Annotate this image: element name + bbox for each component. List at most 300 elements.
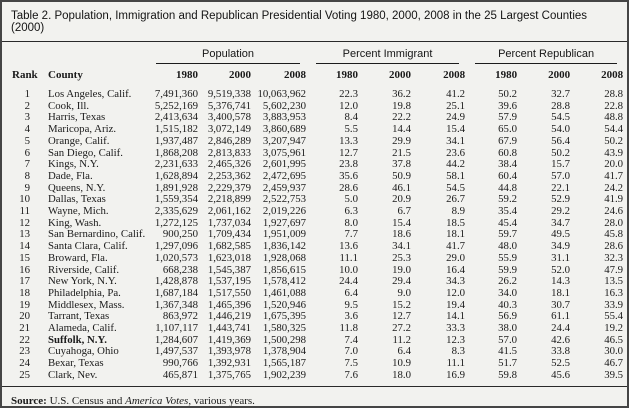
pct-republican-2008-cell: 19.2 (604, 322, 624, 335)
population-1980-cell: 1,107,117 (155, 322, 198, 335)
pct-republican-2008-header: 2008 (601, 69, 624, 81)
rank-cell: 10 (19, 193, 30, 206)
pct-republican-1980-cell: 41.5 (498, 345, 518, 358)
population-2000-cell: 2,253,362 (207, 169, 251, 182)
population-2000-header: 2000 (229, 69, 251, 81)
pct-republican-1980-cell: 55.9 (498, 251, 518, 264)
pct-republican-1980-cell: 39.6 (498, 99, 518, 112)
pct-immigrant-2008-cell: 34.3 (446, 275, 466, 288)
population-1980-cell: 900,250 (162, 228, 198, 241)
pct-immigrant-1980-cell: 35.6 (339, 169, 359, 182)
pct-immigrant-1980-cell: 23.8 (339, 158, 359, 171)
population-2008-cell: 1,675,395 (262, 310, 307, 323)
rank-cell: 18 (19, 286, 30, 299)
pct-immigrant-2008-cell: 14.1 (446, 310, 466, 323)
pct-immigrant-2000-cell: 34.1 (392, 240, 412, 253)
population-2008-cell: 2,472,695 (262, 169, 307, 182)
population-2000-cell: 2,846,289 (207, 134, 251, 147)
pct-republican-2008-cell: 28.8 (604, 88, 624, 100)
pct-republican-2008-cell: 54.4 (604, 123, 624, 136)
pct-immigrant-1980-cell: 7.7 (344, 228, 359, 241)
county-cell: Suffolk, N.Y. (48, 333, 108, 346)
pct-republican-2008-cell: 22.8 (604, 99, 624, 112)
pct-republican-2000-cell: 22.1 (551, 181, 571, 194)
population-2000-cell: 1,623,018 (207, 251, 251, 264)
rank-cell: 16 (19, 263, 30, 276)
population-2000-cell: 1,446,219 (207, 310, 251, 323)
pct-republican-1980-cell: 65.0 (498, 123, 518, 136)
county-cell: Broward, Fla. (48, 251, 108, 264)
pct-republican-1980-cell: 34.0 (498, 286, 518, 299)
pct-immigrant-2000-cell: 46.1 (392, 181, 412, 194)
pct-immigrant-2000-cell: 19.0 (392, 263, 412, 276)
pct-republican-2000-cell: 45.6 (551, 368, 571, 381)
rank-cell: 19 (19, 298, 30, 311)
pct-immigrant-2000-cell: 6.4 (397, 345, 412, 358)
pct-republican-2000-cell: 42.6 (551, 333, 571, 346)
county-cell: Tarrant, Texas (48, 310, 110, 323)
county-cell: Alameda, Calif. (48, 322, 117, 335)
pct-republican-2008-cell: 48.8 (604, 111, 624, 124)
rank-cell: 9 (24, 181, 30, 194)
population-2000-cell: 2,218,899 (207, 193, 251, 206)
pct-republican-1980-cell: 40.3 (498, 298, 518, 311)
pct-immigrant-1980-cell: 7.5 (344, 357, 359, 370)
population-2008-cell: 2,019,226 (262, 205, 307, 218)
county-cell: Maricopa, Ariz. (48, 123, 117, 136)
pct-immigrant-2000-cell: 9.0 (397, 286, 412, 299)
table-row (2, 136, 627, 148)
pct-republican-2000-cell: 33.8 (551, 345, 571, 358)
pct-immigrant-2000-cell: 14.4 (392, 123, 412, 136)
pct-republican-2000-cell: 56.4 (551, 134, 571, 147)
pct-republican-2008-cell: 30.0 (604, 345, 624, 358)
pct-immigrant-2000-cell: 21.5 (392, 146, 412, 159)
population-2008-cell: 5,602,230 (262, 99, 307, 112)
rank-cell: 8 (24, 169, 30, 182)
population-1980-cell: 1,868,208 (154, 146, 198, 159)
table-row (2, 206, 627, 218)
pct-republican-2008-cell: 16.3 (604, 286, 624, 299)
county-cell: San Diego, Calif. (48, 146, 123, 159)
pct-immigrant-2008-cell: 41.2 (446, 88, 466, 100)
county-cell: Los Angeles, Calif. (48, 88, 132, 100)
pct-immigrant-1980-cell: 8.0 (344, 216, 359, 229)
pct-immigrant-2008-cell: 25.1 (446, 99, 466, 112)
population-1980-cell: 465,871 (162, 368, 198, 381)
population-2008-cell: 2,459,937 (262, 181, 307, 194)
pct-immigrant-2000-cell: 27.2 (392, 322, 412, 335)
source-text-before: U.S. Census and (46, 394, 126, 407)
population-2000-cell: 2,813,833 (207, 146, 251, 159)
rank-cell: 25 (19, 368, 30, 381)
pct-immigrant-1980-cell: 7.4 (344, 333, 359, 346)
population-2008-cell: 3,883,953 (262, 111, 307, 124)
pct-immigrant-2000-cell: 19.8 (392, 99, 412, 112)
table-row (2, 89, 627, 101)
population-2008-cell: 3,860,689 (262, 123, 307, 136)
pct-republican-2008-cell: 50.2 (604, 134, 624, 147)
pct-immigrant-1980-cell: 22.3 (339, 88, 359, 100)
population-2008-cell: 1,927,697 (262, 216, 307, 229)
population-1980-header: 1980 (176, 69, 198, 81)
pct-republican-2008-cell: 13.5 (604, 275, 624, 288)
pct-immigrant-1980-cell: 11.8 (339, 322, 359, 335)
rank-column-header: Rank (12, 69, 38, 81)
pct-immigrant-2008-header: 2008 (443, 69, 466, 81)
population-2000-cell: 3,072,149 (207, 123, 251, 136)
pct-republican-2000-cell: 30.7 (551, 298, 571, 311)
population-2008-cell: 1,951,009 (262, 228, 307, 241)
table-row (2, 171, 627, 183)
pct-immigrant-1980-cell: 6.3 (344, 205, 359, 218)
pct-republican-2000-header: 2000 (548, 69, 571, 81)
pct-republican-1980-cell: 38.4 (498, 158, 518, 171)
population-1980-cell: 1,687,184 (154, 286, 198, 299)
pct-immigrant-2008-cell: 34.1 (446, 134, 466, 147)
table-title: Table 2. Population, Immigration and Republican Presidential Voting 1980, 2000, 2008 in the 25 Largest Counties (2000) (2, 2, 627, 42)
population-2008-cell: 1,565,187 (262, 357, 307, 370)
rank-cell: 20 (19, 310, 30, 323)
pct-immigrant-1980-cell: 13.3 (339, 134, 359, 147)
county-cell: Bexar, Texas (48, 357, 104, 370)
population-2000-cell: 1,419,369 (207, 333, 251, 346)
population-2000-cell: 1,517,550 (207, 286, 251, 299)
pct-republican-1980-cell: 26.2 (498, 275, 518, 288)
rank-cell: 6 (24, 146, 30, 159)
pct-immigrant-2000-cell: 50.9 (392, 169, 412, 182)
population-2000-cell: 5,376,741 (207, 99, 251, 112)
population-2000-cell: 1,393,978 (207, 345, 251, 358)
pct-republican-1980-cell: 38.0 (498, 322, 518, 335)
table-row (2, 323, 627, 335)
pct-republican-2008-cell: 24.6 (604, 205, 624, 218)
population-2000-cell: 3,400,578 (207, 111, 251, 124)
population-2008-cell: 1,928,068 (262, 251, 307, 264)
source-text-after: , various years. (188, 394, 255, 407)
pct-republican-2000-cell: 54.0 (551, 123, 571, 136)
pct-immigrant-2008-cell: 11.1 (446, 357, 466, 370)
pct-immigrant-2008-cell: 54.5 (446, 181, 466, 194)
pct-republican-2008-cell: 55.4 (604, 310, 624, 323)
county-cell: Kings, N.Y. (48, 158, 99, 171)
pct-republican-1980-cell: 60.4 (498, 169, 518, 182)
pct-republican-2008-cell: 32.3 (604, 251, 624, 264)
pct-immigrant-1980-cell: 10.0 (339, 263, 359, 276)
pct-immigrant-2008-cell: 15.4 (446, 123, 466, 136)
pct-republican-1980-cell: 56.9 (498, 310, 518, 323)
pct-immigrant-2000-cell: 37.8 (392, 158, 412, 171)
county-cell: Dallas, Texas (48, 193, 106, 206)
year-header-row (2, 64, 627, 83)
population-2008-cell: 2,601,995 (262, 158, 307, 171)
rank-cell: 23 (19, 345, 30, 358)
rank-cell: 4 (24, 123, 30, 136)
pct-republican-2008-cell: 43.9 (604, 146, 624, 159)
population-1980-cell: 1,891,928 (154, 181, 198, 194)
pct-republican-2000-cell: 61.1 (551, 310, 571, 323)
population-2000-cell: 1,443,741 (207, 322, 251, 335)
pct-immigrant-2000-cell: 12.7 (392, 310, 412, 323)
population-2008-cell: 1,378,904 (262, 345, 307, 358)
population-2008-cell: 10,063,962 (257, 88, 307, 100)
pct-immigrant-2008-cell: 29.0 (446, 251, 466, 264)
pct-immigrant-1980-header: 1980 (336, 69, 359, 81)
rank-cell: 3 (24, 111, 30, 124)
pct-republican-1980-cell: 59.2 (498, 193, 518, 206)
pct-immigrant-2000-cell: 18.6 (392, 228, 412, 241)
pct-republican-1980-cell: 45.4 (498, 216, 518, 229)
pct-immigrant-1980-cell: 8.4 (344, 111, 359, 124)
population-1980-cell: 1,428,878 (154, 275, 198, 288)
group-header-spacer (2, 42, 150, 64)
population-1980-cell: 5,252,169 (154, 99, 198, 112)
population-1980-cell: 1,284,607 (154, 333, 198, 346)
pct-immigrant-1980-cell: 12.0 (339, 99, 359, 112)
population-1980-cell: 1,628,894 (154, 169, 198, 182)
population-2008-cell: 3,207,947 (262, 134, 307, 147)
pct-republican-2000-cell: 18.1 (551, 286, 571, 299)
pct-republican-2008-cell: 46.5 (604, 333, 624, 346)
pct-immigrant-1980-cell: 12.7 (339, 146, 359, 159)
county-cell: Orange, Calif. (48, 134, 110, 147)
population-1980-cell: 863,972 (162, 310, 198, 323)
pct-republican-1980-cell: 59.8 (498, 368, 518, 381)
population-2000-cell: 1,465,396 (207, 298, 251, 311)
county-cell: Middlesex, Mass. (48, 298, 125, 311)
pct-immigrant-2000-cell: 25.3 (392, 251, 412, 264)
rank-cell: 13 (19, 228, 30, 241)
county-cell: Santa Clara, Calif. (48, 240, 128, 253)
population-2000-cell: 2,465,326 (207, 158, 251, 171)
population-2008-cell: 1,578,412 (262, 275, 307, 288)
pct-immigrant-2000-cell: 29.9 (392, 134, 412, 147)
pct-immigrant-1980-cell: 13.6 (339, 240, 359, 253)
pct-immigrant-2008-cell: 41.7 (446, 240, 466, 253)
pct-republican-2000-cell: 52.0 (551, 263, 571, 276)
pct-republican-2000-cell: 24.4 (551, 322, 571, 335)
county-cell: Clark, Nev. (48, 368, 98, 381)
group-header-row (2, 42, 627, 64)
county-cell: Harris, Texas (48, 111, 106, 124)
county-cell: Queens, N.Y. (48, 181, 106, 194)
county-cell: Philadelphia, Pa. (48, 286, 121, 299)
pct-immigrant-2000-cell: 15.4 (392, 216, 412, 229)
population-2008-cell: 3,075,961 (262, 146, 307, 159)
population-2008-cell: 1,856,615 (262, 263, 307, 276)
pct-immigrant-2008-cell: 24.9 (446, 111, 466, 124)
rank-cell: 24 (19, 357, 30, 370)
table-row (2, 370, 627, 382)
column-group-percent-republican: Percent Republican (475, 48, 617, 64)
county-cell: Riverside, Calif. (48, 263, 120, 276)
rank-cell: 15 (19, 251, 30, 264)
rank-cell: 7 (24, 158, 30, 171)
pct-republican-1980-cell: 50.2 (498, 88, 518, 100)
pct-immigrant-2008-cell: 16.4 (446, 263, 466, 276)
rank-cell: 12 (19, 216, 30, 229)
population-1980-cell: 1,272,125 (154, 216, 198, 229)
county-cell: New York, N.Y. (48, 275, 117, 288)
population-2000-cell: 1,545,387 (207, 263, 251, 276)
source-work-title: America Votes (125, 394, 189, 407)
pct-republican-1980-cell: 57.0 (498, 333, 518, 346)
pct-immigrant-2000-cell: 6.7 (397, 205, 412, 218)
pct-republican-2000-cell: 52.5 (551, 357, 571, 370)
pct-immigrant-2008-cell: 23.6 (446, 146, 466, 159)
pct-republican-2008-cell: 24.2 (604, 181, 624, 194)
table-row (2, 288, 627, 300)
pct-republican-2000-cell: 29.2 (551, 205, 571, 218)
rank-cell: 14 (19, 240, 30, 253)
population-2000-cell: 1,709,434 (207, 228, 251, 241)
population-2000-cell: 1,392,931 (207, 357, 251, 370)
pct-republican-2000-cell: 31.1 (551, 251, 571, 264)
population-2008-cell: 1,836,142 (262, 240, 307, 253)
population-2000-cell: 1,375,765 (207, 368, 251, 381)
pct-republican-2008-cell: 41.9 (604, 193, 624, 206)
pct-immigrant-1980-cell: 6.4 (344, 286, 359, 299)
pct-immigrant-2008-cell: 58.1 (446, 169, 466, 182)
pct-republican-2000-cell: 34.7 (551, 216, 571, 229)
pct-republican-2008-cell: 46.7 (604, 357, 624, 370)
pct-republican-2008-cell: 39.5 (604, 368, 624, 381)
table-row (2, 253, 627, 265)
county-column-header: County (48, 69, 83, 81)
pct-republican-1980-cell: 67.9 (498, 134, 518, 147)
pct-immigrant-2000-cell: 18.0 (392, 368, 412, 381)
population-1980-cell: 1,020,573 (154, 251, 198, 264)
pct-republican-2000-cell: 28.8 (551, 99, 571, 112)
population-1980-cell: 1,497,537 (154, 345, 198, 358)
population-2000-cell: 2,229,379 (207, 181, 251, 194)
pct-immigrant-1980-cell: 11.1 (339, 251, 359, 264)
population-1980-cell: 1,367,348 (154, 298, 198, 311)
pct-immigrant-2008-cell: 12.3 (446, 333, 466, 346)
pct-immigrant-1980-cell: 7.6 (344, 368, 359, 381)
table-body (2, 83, 627, 382)
rank-cell: 5 (24, 134, 30, 147)
pct-republican-1980-cell: 59.9 (498, 263, 518, 276)
column-group-percent-immigrant: Percent Immigrant (316, 48, 459, 64)
county-cell: Cuyahoga, Ohio (48, 345, 119, 358)
rank-cell: 22 (19, 333, 30, 346)
pct-immigrant-2008-cell: 19.4 (446, 298, 466, 311)
pct-republican-1980-header: 1980 (495, 69, 518, 81)
table-row (2, 159, 627, 171)
pct-republican-2000-cell: 14.3 (551, 275, 571, 288)
pct-republican-2008-cell: 28.0 (604, 216, 624, 229)
data-table (2, 42, 627, 382)
rank-cell: 1 (24, 88, 30, 100)
population-2008-cell: 1,520,946 (262, 298, 307, 311)
pct-republican-1980-cell: 44.8 (498, 181, 518, 194)
population-1980-cell: 1,559,354 (154, 193, 198, 206)
pct-republican-2000-cell: 50.2 (551, 146, 571, 159)
pct-republican-2008-cell: 47.9 (604, 263, 624, 276)
population-2008-cell: 1,500,298 (262, 333, 307, 346)
population-1980-cell: 2,335,629 (154, 205, 198, 218)
population-1980-cell: 1,297,096 (154, 240, 198, 253)
population-2008-cell: 1,580,325 (262, 322, 307, 335)
pct-immigrant-2008-cell: 8.9 (451, 205, 466, 218)
pct-republican-2000-cell: 32.7 (551, 88, 571, 100)
population-2008-cell: 1,902,239 (262, 368, 307, 381)
population-2000-cell: 9,519,338 (207, 88, 251, 100)
pct-immigrant-2008-cell: 18.1 (446, 228, 466, 241)
pct-republican-1980-cell: 35.4 (498, 205, 518, 218)
source-note (2, 387, 627, 408)
population-1980-cell: 7,491,360 (154, 88, 198, 100)
pct-immigrant-2000-cell: 20.9 (392, 193, 412, 206)
column-group-population: Population (156, 48, 300, 64)
pct-immigrant-2008-cell: 26.7 (446, 193, 466, 206)
pct-republican-2000-cell: 34.9 (551, 240, 571, 253)
pct-immigrant-2008-cell: 16.9 (446, 368, 466, 381)
pct-immigrant-1980-cell: 5.0 (344, 193, 359, 206)
pct-republican-2008-cell: 28.6 (604, 240, 624, 253)
rank-cell: 11 (19, 205, 30, 218)
pct-immigrant-2008-cell: 12.0 (446, 286, 466, 299)
population-2008-cell: 2,522,753 (262, 193, 307, 206)
pct-immigrant-1980-cell: 3.6 (344, 310, 359, 323)
pct-republican-1980-cell: 57.9 (498, 111, 518, 124)
pct-immigrant-1980-cell: 28.6 (339, 181, 359, 194)
population-1980-cell: 668,238 (162, 263, 198, 276)
population-2008-header: 2008 (284, 69, 307, 81)
pct-immigrant-1980-cell: 7.0 (344, 345, 359, 358)
county-cell: Cook, Ill. (48, 99, 90, 112)
pct-republican-2000-cell: 49.5 (551, 228, 571, 241)
pct-republican-2008-cell: 41.7 (604, 169, 624, 182)
population-1980-cell: 2,413,634 (154, 111, 198, 124)
population-2000-cell: 2,061,162 (207, 205, 251, 218)
population-1980-cell: 990,766 (162, 357, 198, 370)
pct-immigrant-2008-cell: 18.5 (446, 216, 466, 229)
pct-immigrant-2000-header: 2000 (389, 69, 412, 81)
pct-republican-1980-cell: 48.0 (498, 240, 518, 253)
county-cell: San Bernardino, Calif. (48, 228, 146, 241)
population-2000-cell: 1,682,585 (207, 240, 251, 253)
county-cell: Wayne, Mich. (48, 205, 109, 218)
pct-republican-1980-cell: 59.7 (498, 228, 518, 241)
county-cell: King, Wash. (48, 216, 102, 229)
source-label: Source: (11, 394, 47, 407)
pct-republican-2000-cell: 15.7 (551, 158, 571, 171)
rank-cell: 2 (24, 99, 30, 112)
pct-immigrant-1980-cell: 5.5 (344, 123, 359, 136)
rank-cell: 21 (19, 322, 30, 335)
pct-republican-2008-cell: 45.8 (604, 228, 624, 241)
pct-republican-2008-cell: 20.0 (604, 158, 624, 171)
population-1980-cell: 1,515,182 (154, 123, 198, 136)
pct-republican-2008-cell: 33.9 (604, 298, 624, 311)
pct-republican-2000-cell: 52.9 (551, 193, 571, 206)
population-2000-cell: 1,737,034 (207, 216, 251, 229)
pct-immigrant-2000-cell: 11.2 (392, 333, 412, 346)
pct-republican-2000-cell: 54.5 (551, 111, 571, 124)
pct-immigrant-2000-cell: 22.2 (392, 111, 412, 124)
pct-republican-1980-cell: 60.8 (498, 146, 518, 159)
pct-immigrant-2008-cell: 33.3 (446, 322, 466, 335)
pct-immigrant-1980-cell: 9.5 (344, 298, 359, 311)
pct-immigrant-2000-cell: 15.2 (392, 298, 412, 311)
county-cell: Dade, Fla. (48, 169, 93, 182)
population-2008-cell: 1,461,088 (262, 286, 307, 299)
population-2000-cell: 1,537,195 (207, 275, 251, 288)
population-1980-cell: 1,937,487 (154, 134, 198, 147)
pct-immigrant-2008-cell: 44.2 (446, 158, 466, 171)
